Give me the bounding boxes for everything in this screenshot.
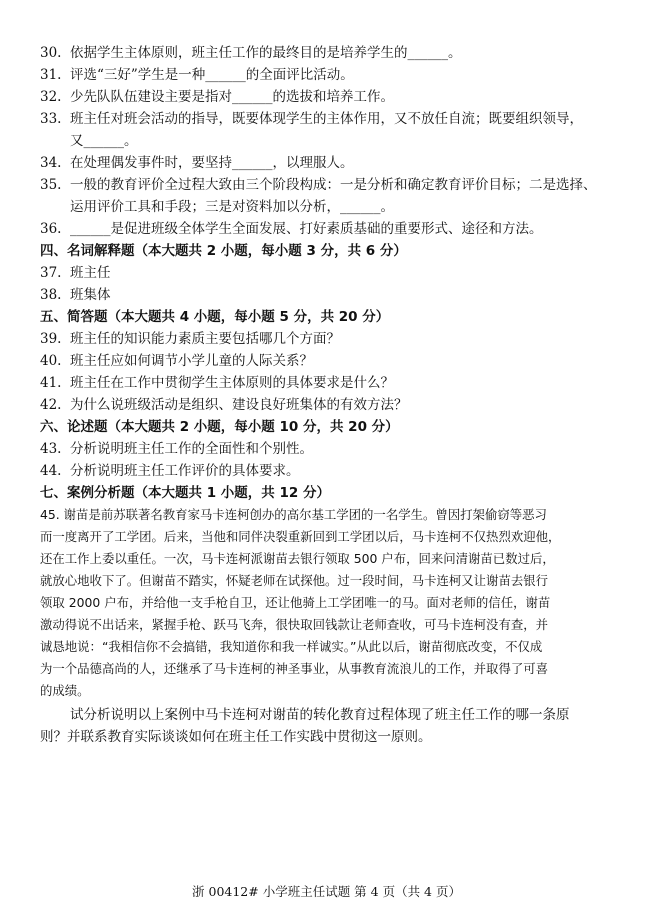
question-44 — [40, 460, 640, 482]
question-32 — [40, 86, 640, 108]
question-text: 班主任的知识能力素质主要包括哪几个方面？ — [70, 331, 340, 347]
question-40 — [40, 350, 640, 372]
question-number: 34. — [40, 155, 62, 171]
question-number: 33. — [40, 111, 62, 127]
question-33-continued — [40, 130, 653, 152]
question-number: 31. — [40, 67, 62, 83]
question-number: 37. — [40, 265, 62, 281]
question-text: 评选“三好”学生是一种______的全面评比活动。 — [70, 67, 354, 83]
question-number: 39. — [40, 331, 62, 347]
question-text: 班主任应如何调节小学儿童的人际关系？ — [70, 353, 313, 369]
case-line: 领取 2000 户布，并给他一支手枪自卫，还让他骑上工学团唯一的马。面对老师的信任，谢苗 — [40, 595, 551, 610]
question-37 — [40, 262, 640, 284]
case-line: 就放心地收下了。但谢苗不踏实，怀疑老师在试探他。过一段时间，马卡连柯又让谢苗去银行 — [40, 573, 549, 588]
section-note: （本大题共 2 小题，每小题 10 分，共 20 分） — [107, 419, 399, 435]
case-line: 45. 谢苗是前苏联著名教育家马卡连柯创办的高尔基工学团的一名学生。曾因打架偷窃等恶习 — [40, 507, 547, 522]
question-text: 班集体 — [70, 287, 111, 303]
question-number: 40. — [40, 353, 62, 369]
section-heading-essay — [40, 416, 640, 438]
question-text: 一般的教育评价全过程大致由三个阶段构成：一是分析和确定教育评价目标；二是选择、 — [70, 177, 597, 193]
section-heading-short-answer — [40, 306, 640, 328]
question-43 — [40, 438, 640, 460]
section-title: 五、简答题 — [40, 309, 108, 325]
question-39 — [40, 328, 640, 350]
question-number: 41. — [40, 375, 62, 391]
question-text: 分析说明班主任工作的全面性和个别性。 — [70, 441, 313, 457]
section-note: （本大题共 2 小题，每小题 3 分，共 6 分） — [134, 243, 407, 259]
question-text: 为什么说班级活动是组织、建设良好班集体的有效方法？ — [70, 397, 408, 413]
question-text: 班主任在工作中贯彻学生主体原则的具体要求是什么？ — [70, 375, 394, 391]
question-number: 36. — [40, 221, 62, 237]
question-31 — [40, 64, 640, 86]
case-question-text: 试分析说明以上案例中马卡连柯对谢苗的转化教育过程体现了班主任工作的哪一条原 — [70, 707, 570, 723]
question-38 — [40, 284, 640, 306]
question-number: 43. — [40, 441, 62, 457]
case-passage — [40, 504, 642, 702]
case-question-line-1 — [40, 704, 653, 726]
question-number: 30. — [40, 45, 62, 61]
question-33 — [40, 108, 640, 130]
question-text: 班主任 — [70, 265, 111, 281]
question-42 — [40, 394, 640, 416]
case-line: 激动得说不出话来，紧握手枪、跃马飞奔，很快取回钱款让老师查收，可马卡连柯没有查，并 — [40, 617, 549, 632]
question-36 — [40, 218, 640, 240]
case-line: 诚恳地说：“我相信你不会搞错，我知道你和我一样诚实。”从此以后，谢苗彻底改变，不仅成 — [40, 639, 543, 654]
question-35-continued — [40, 196, 653, 218]
case-line: 的成绩。 — [40, 683, 90, 698]
section-note: （本大题共 4 小题，每小题 5 分，共 20 分） — [107, 309, 390, 325]
question-text: 分析说明班主任工作评价的具体要求。 — [70, 463, 300, 479]
question-text: 少先队队伍建设主要是指对______的选拔和培养工作。 — [70, 89, 394, 105]
question-number: 42. — [40, 397, 62, 413]
question-number: 35. — [40, 177, 62, 193]
question-text: 依据学生主体原则，班主任工作的最终目的是培养学生的______。 — [70, 45, 462, 61]
case-line: 还在工作上委以重任。一次，马卡连柯派谢苗去银行领取 500 户布，回来问清谢苗已数过后， — [40, 551, 555, 566]
question-text: 班主任对班会活动的指导，既要体现学生的主体作用，又不放任自流；既要组织领导， — [70, 111, 583, 127]
question-text: 在处理偶发事件时，要坚持______，以理服人。 — [70, 155, 354, 171]
question-34 — [40, 152, 640, 174]
section-title: 六、论述题 — [40, 419, 108, 435]
question-35 — [40, 174, 640, 196]
section-note: （本大题共 1 小题，共 12 分） — [134, 485, 330, 501]
question-41 — [40, 372, 640, 394]
section-heading-terms — [40, 240, 640, 262]
question-text-continued: 运用评价工具和手段；三是对资料加以分析，______。 — [70, 199, 394, 215]
case-question-text: 则？并联系教育实际谈谈如何在班主任工作实践中贯彻这一原则。 — [40, 729, 432, 745]
case-line: 而一度离开了工学团。后来，当他和同伴决裂重新回到工学团以后，马卡连柯不仅热烈欢迎他， — [40, 529, 561, 544]
case-line: 为一个品德高尚的人，还继承了马卡连柯的神圣事业，从事教育流浪儿的工作，并取得了可喜 — [40, 661, 549, 676]
page-footer: 浙 00412# 小学班主任试题 第 4 页（共 4 页） — [192, 884, 461, 899]
section-title: 七、案例分析题 — [40, 485, 135, 501]
question-number: 38. — [40, 287, 62, 303]
question-number: 45. — [40, 507, 60, 522]
question-30 — [40, 42, 640, 64]
section-title: 四、名词解释题 — [40, 243, 135, 259]
question-text: ______是促进班级全体学生全面发展、打好素质基础的重要形式、途径和方法。 — [70, 221, 543, 237]
question-number: 32. — [40, 89, 62, 105]
question-text-continued: 又______。 — [70, 133, 138, 149]
section-heading-case — [40, 482, 640, 504]
case-question-line-2 — [40, 726, 640, 748]
question-number: 44. — [40, 463, 62, 479]
